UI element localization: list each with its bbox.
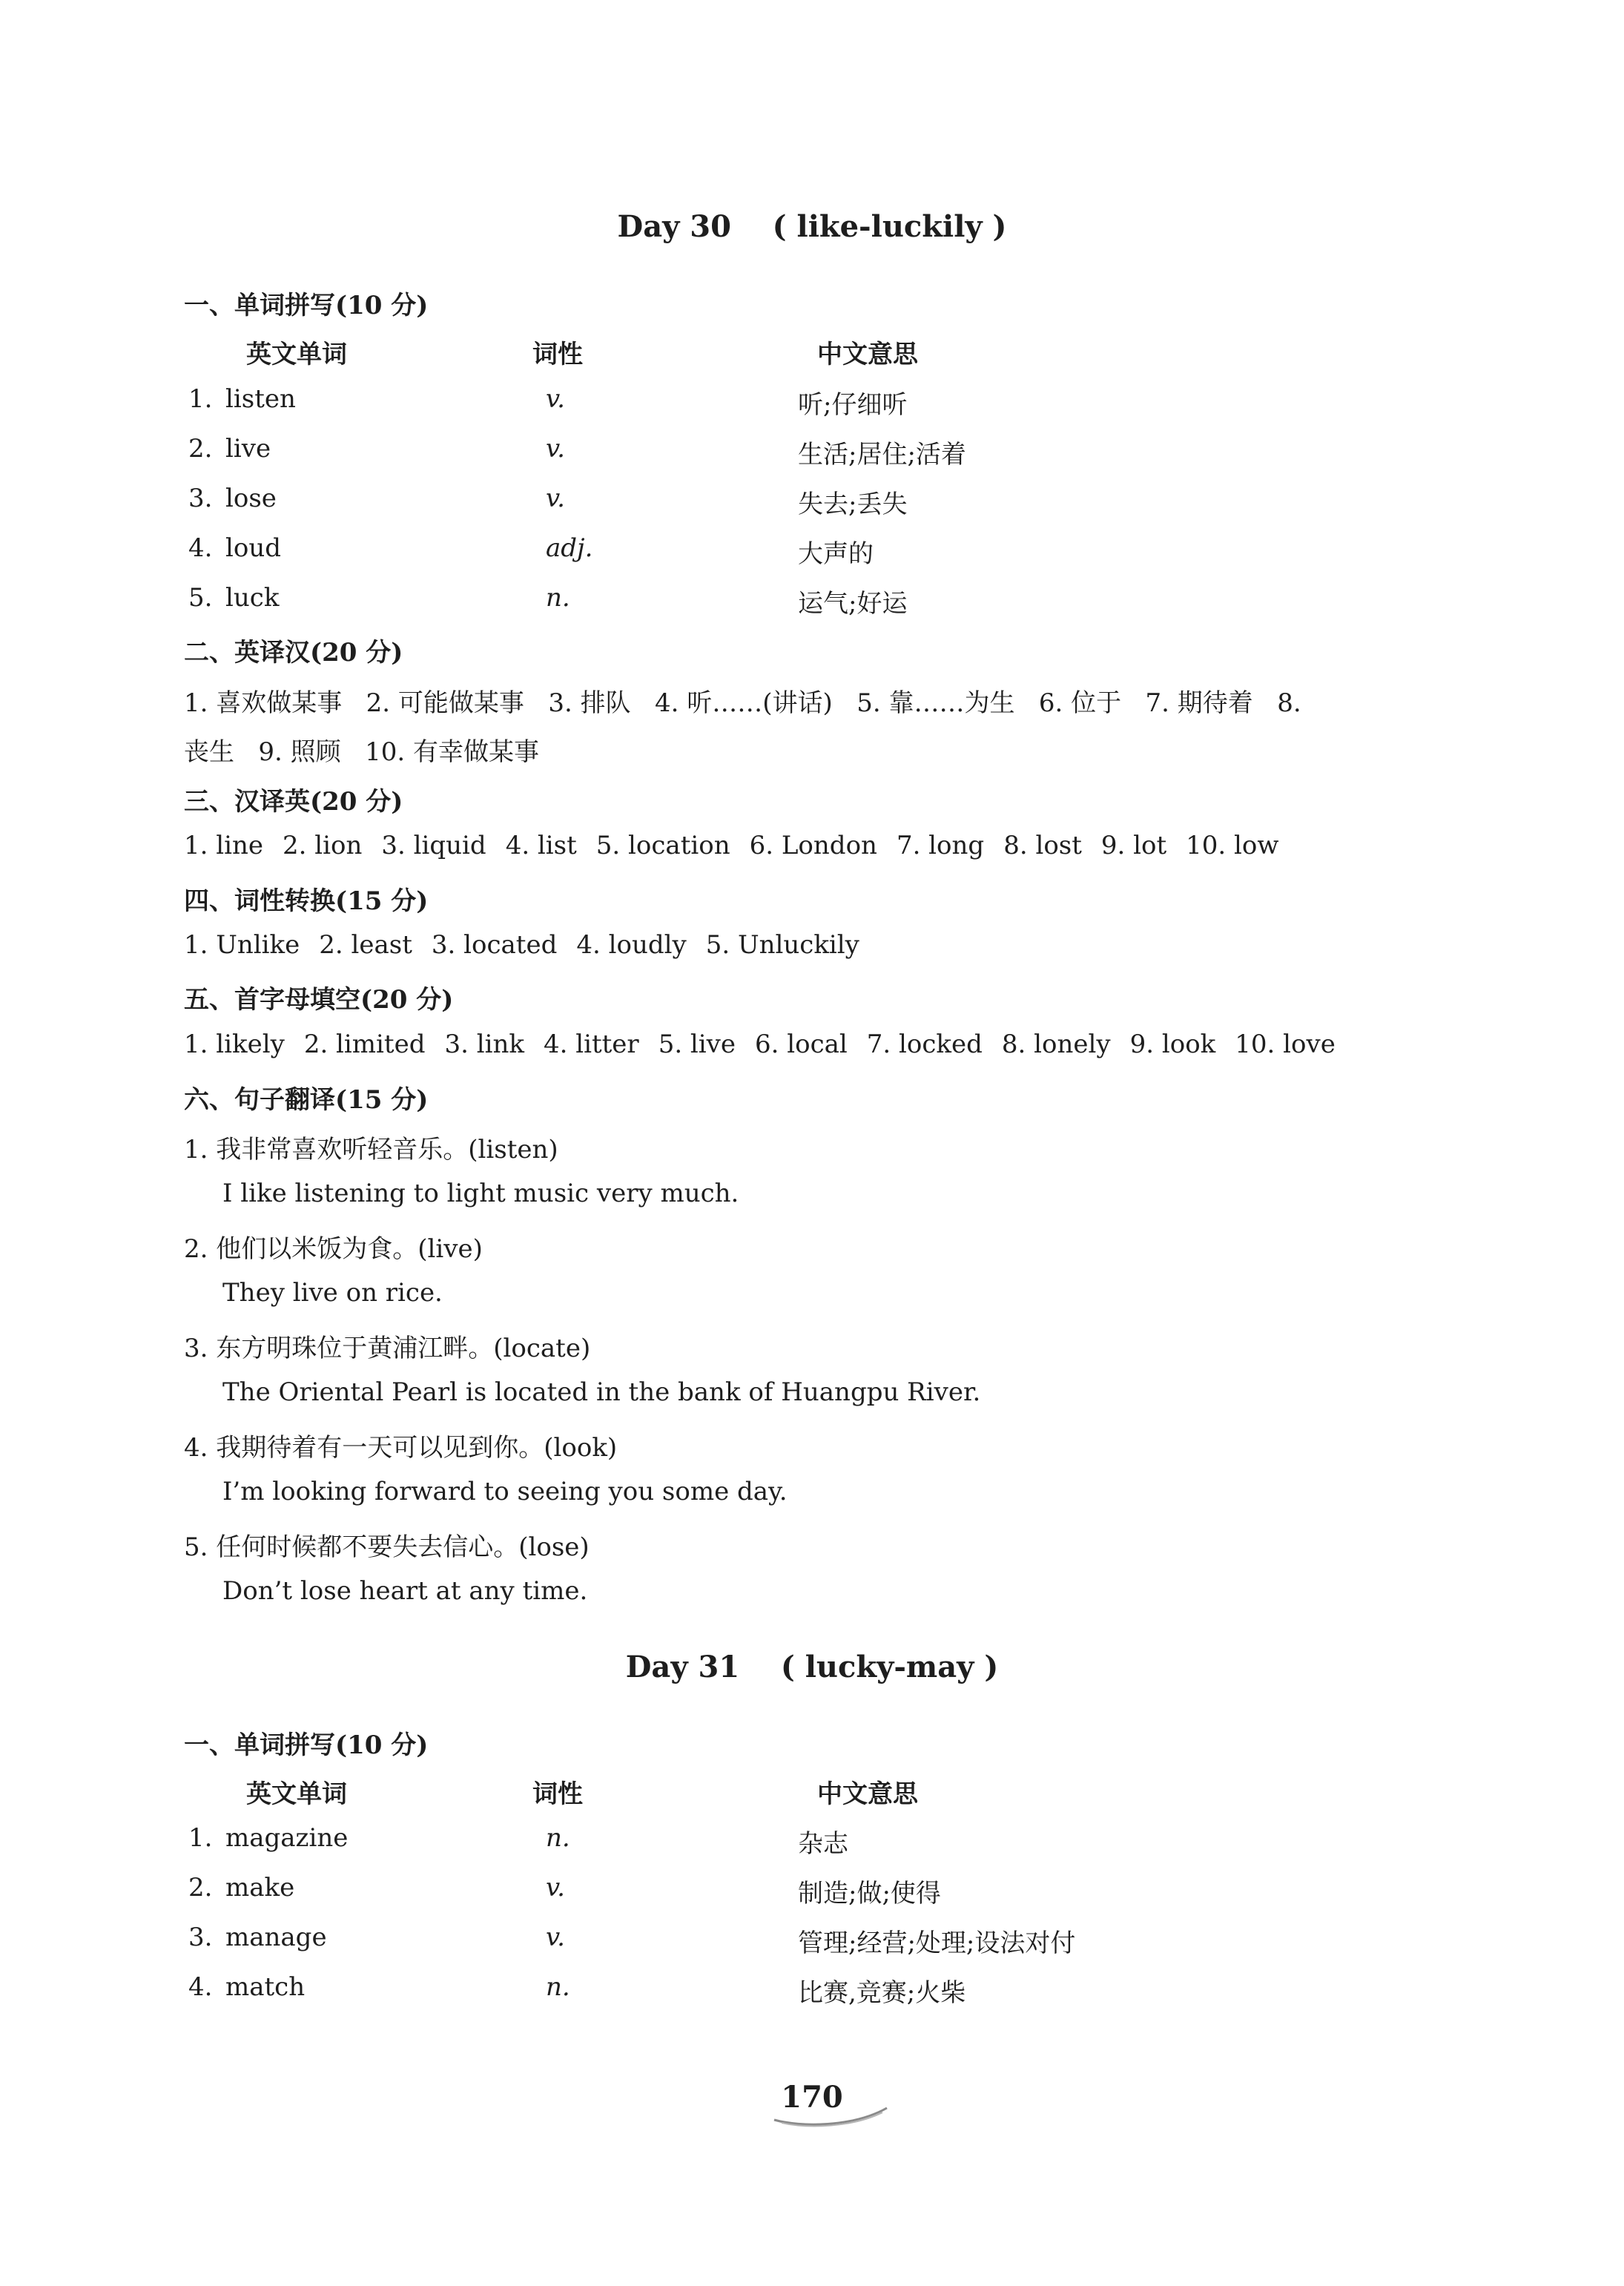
row-number: 4.: [188, 533, 213, 563]
answer-item: 10. love: [1235, 1030, 1336, 1059]
answer-item: 4. list: [505, 831, 577, 860]
row-number: 2.: [188, 1873, 213, 1903]
row-meaning: 听;仔细听: [798, 390, 908, 420]
row-number: 2.: [188, 434, 213, 464]
day30-sec1-heading: 一、单词拼写(10 分): [184, 291, 429, 320]
translation-answer: Don’t lose heart at any time.: [222, 1576, 588, 1606]
row-meaning: 杂志: [798, 1829, 848, 1859]
row-pos: n.: [546, 1823, 570, 1853]
translation-question: 1. 我非常喜欢听轻音乐。(listen): [184, 1135, 558, 1165]
row-word: match: [225, 1972, 306, 2002]
row-pos: v.: [546, 1923, 565, 1952]
vocab-row: [184, 1972, 1445, 2009]
answer-item: 6. London: [749, 831, 877, 860]
vocab-row: [184, 1923, 1445, 1960]
day30-vocab-header: [184, 334, 1445, 371]
row-pos: v.: [546, 384, 565, 414]
answer-item: 1. line: [184, 831, 264, 860]
day30-sec2-line2: 丧生 9. 照顾 10. 有幸做某事: [184, 737, 539, 767]
answer-item: 8. lonely: [1001, 1030, 1111, 1059]
day30-sec4-answers: [184, 930, 879, 960]
row-word: luck: [225, 583, 280, 613]
row-word: listen: [225, 384, 296, 414]
row-pos: v.: [546, 1873, 565, 1903]
translation-answer: They live on rice.: [222, 1278, 443, 1308]
row-pos: n.: [546, 583, 570, 613]
answer-item: 5. Unluckily: [705, 930, 859, 960]
vocab-row: [184, 533, 1445, 570]
answer-item: 3. located: [431, 930, 558, 960]
col-part-of-speech: 词性: [532, 1779, 583, 1809]
row-word: make: [225, 1873, 295, 1903]
translation-answer: I’m looking forward to seeing you some day.: [222, 1477, 788, 1506]
translation-question: 5. 任何时候都不要失去信心。(lose): [184, 1532, 590, 1562]
vocab-row: [184, 1873, 1445, 1910]
translation-question: 3. 东方明珠位于黄浦江畔。(locate): [184, 1334, 591, 1363]
row-word: magazine: [225, 1823, 349, 1853]
row-pos: adj.: [546, 533, 593, 563]
answer-item: 2. lion: [283, 831, 363, 860]
row-word: lose: [225, 484, 277, 513]
vocab-row: [184, 384, 1445, 421]
answer-item: 10. low: [1186, 831, 1279, 860]
col-chinese-meaning: 中文意思: [817, 1779, 918, 1809]
translation-question: 2. 他们以米饭为食。(live): [184, 1234, 483, 1264]
answer-item: 3. link: [444, 1030, 524, 1059]
answer-item: 7. long: [896, 831, 985, 860]
day30-sec6-heading: 六、句子翻译(15 分): [184, 1085, 429, 1115]
col-part-of-speech: 词性: [532, 340, 583, 369]
answer-item: 2. least: [319, 930, 412, 960]
answer-item: 8. lost: [1003, 831, 1082, 860]
translation-answer: I like listening to light music very much.: [222, 1179, 739, 1208]
row-number: 1.: [188, 384, 213, 414]
translation-question: 4. 我期待着有一天可以见到你。(look): [184, 1433, 618, 1463]
vocab-row: [184, 583, 1445, 620]
day31-sec1-heading: 一、单词拼写(10 分): [184, 1730, 429, 1760]
translation-answer: The Oriental Pearl is located in the bank of Huangpu River.: [222, 1377, 981, 1407]
answer-item: 6. local: [755, 1030, 848, 1059]
answer-item: 2. limited: [303, 1030, 426, 1059]
answer-item: 3. liquid: [381, 831, 486, 860]
row-meaning: 运气;好运: [798, 589, 908, 619]
day30-sec3-answers: [184, 831, 1298, 860]
col-english-word: 英文单词: [246, 1779, 347, 1809]
row-meaning: 管理;经营;处理;设法对付: [798, 1928, 1076, 1958]
row-number: 1.: [188, 1823, 213, 1853]
row-pos: n.: [546, 1972, 570, 2002]
page-swoosh-icon: [771, 2105, 890, 2127]
day30-sec4-heading: 四、词性转换(15 分): [184, 886, 429, 916]
row-meaning: 大声的: [798, 539, 874, 569]
row-pos: v.: [546, 434, 565, 464]
day30-sec3-heading: 三、汉译英(20 分): [184, 787, 403, 817]
day30-title: Day 30 ( like-luckily ): [617, 209, 1007, 244]
row-word: manage: [225, 1923, 327, 1952]
row-number: 5.: [188, 583, 213, 613]
day30-sec2-heading: 二、英译汉(20 分): [184, 638, 403, 668]
day30-sec2-line1: 1. 喜欢做某事 2. 可能做某事 3. 排队 4. 听……(讲话) 5. 靠……为生 6. 位于 7. 期待着 8.: [184, 688, 1301, 718]
answer-item: 5. location: [595, 831, 730, 860]
row-meaning: 制造;做;使得: [798, 1879, 941, 1908]
row-word: live: [225, 434, 271, 464]
row-meaning: 失去;丢失: [798, 490, 908, 519]
answer-item: 9. look: [1129, 1030, 1216, 1059]
row-meaning: 生活;居住;活着: [798, 440, 966, 470]
row-meaning: 比赛,竞赛;火柴: [798, 1978, 966, 2008]
day30-sec5-heading: 五、首字母填空(20 分): [184, 985, 454, 1015]
row-number: 3.: [188, 484, 213, 513]
col-chinese-meaning: 中文意思: [817, 340, 918, 369]
row-number: 4.: [188, 1972, 213, 2002]
answer-item: 4. loudly: [576, 930, 687, 960]
answer-item: 1. Unlike: [184, 930, 300, 960]
page-number: 170: [781, 2080, 843, 2115]
row-word: loud: [225, 533, 282, 563]
answer-item: 7. locked: [866, 1030, 983, 1059]
vocab-row: [184, 484, 1445, 521]
day30-sec5-answers: [184, 1030, 1355, 1059]
row-pos: v.: [546, 484, 565, 513]
answer-item: 5. live: [658, 1030, 736, 1059]
answer-item: 4. litter: [543, 1030, 639, 1059]
day31-title: Day 31 ( lucky-may ): [625, 1650, 999, 1684]
answer-item: 9. lot: [1100, 831, 1167, 860]
col-english-word: 英文单词: [246, 340, 347, 369]
row-number: 3.: [188, 1923, 213, 1952]
day31-vocab-header: [184, 1773, 1445, 1811]
vocab-row: [184, 434, 1445, 471]
answer-item: 1. likely: [184, 1030, 285, 1059]
vocab-row: [184, 1823, 1445, 1860]
